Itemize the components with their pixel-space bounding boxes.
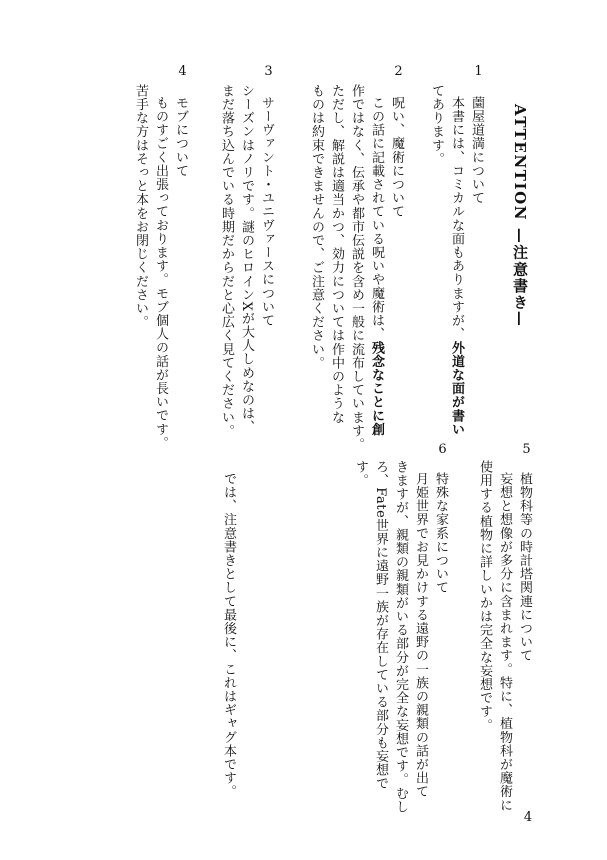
text-run: 妄想と想像が多分に含まれます。特に、植物科が魔術に [497,472,512,812]
section-3-line-1 [236,84,256,434]
section-6-number [432,442,452,458]
section-1-number [468,64,488,80]
section-2-line-4 [306,84,326,370]
section-number: 6 [435,442,450,458]
text-run: 使用する植物に詳しいかは完全な妄想です。 [477,460,492,732]
text-run: す。 [353,460,368,488]
text-run: 本書には、コミカルな面もありますが、 [449,96,464,341]
text-run: 苦手な方はそっと本をお閉じください。 [133,84,148,329]
section-5-heading: 植物科等の時計塔関連について [517,472,532,663]
text-run: ろ、Fate世界に遠野一族が存在している部分も妄想で [373,460,388,791]
section-2-line-3 [326,84,346,424]
text-run: ただし、解説は適当かつ、効力については作中のような [329,84,344,424]
section-6-line-4 [350,460,370,487]
section-number: 1 [471,64,486,80]
section-number: 3 [261,64,276,80]
section-4-line-2 [130,84,150,329]
text-run: まだ落ち込んでいる時期だからだと心広く見てください。 [219,84,234,438]
section-1-line-2 [426,84,446,166]
section-6-line-3 [370,460,390,790]
page-title: ATTENTION —注意書き— [511,104,529,328]
text-run: てあります。 [429,84,444,166]
section-number: 2 [391,64,406,80]
section-5-line-1 [494,472,514,812]
text-run: この話に記載されている呪いや魔術は、 [369,96,384,341]
section-3-heading: サーヴァント・ユニヴァースについて [259,96,274,328]
text-run-emphasis: 残念なことに創 [369,340,384,437]
section-2-heading: 呪い、魔術について [389,96,404,219]
text-run: 作ではなく、伝承や都市伝説を含め一般に流布しています。 [349,84,364,452]
section-3-number [258,64,278,80]
text-run-emphasis: 外道な面が書い [449,340,464,437]
text-run: ものすごく出張っております。モブ個人の話が長いです。 [153,96,168,450]
section-1-heading: 薗屋道満について [469,96,484,205]
section-6-heading: 特殊な家系について [433,472,448,595]
section-5-line-2 [474,460,494,732]
text-run: シーズンはノリです。謎のヒロインXが大人しめなのは、 [239,84,254,434]
section-3-line-2 [216,84,236,438]
section-4-line-1 [150,96,170,450]
section-2-line-1 [366,96,386,436]
section-number: 4 [175,64,190,80]
section-2-line-2 [346,84,366,451]
text-run: きますが、親類の親類がいる部分が完全な妄想です。むし [393,460,408,814]
page-number: 4 [523,810,533,825]
section-4-heading: モブについて [173,96,188,178]
section-4-number [172,64,192,80]
section-6-line-1 [410,472,430,798]
section-6-line-2 [390,460,410,814]
section-2-number [388,64,408,80]
section-1-line-1 [446,96,466,436]
text-run: 月姫世界でお見かけする遠野の一族の親類の話が出て [413,472,428,799]
closing-note: では、注意書きとして最後に、これはギャグ本です。 [221,472,236,799]
section-number: 5 [519,442,534,458]
section-5-number [516,442,536,458]
text-run: ものは約束できませんので、ご注意ください。 [309,84,324,370]
